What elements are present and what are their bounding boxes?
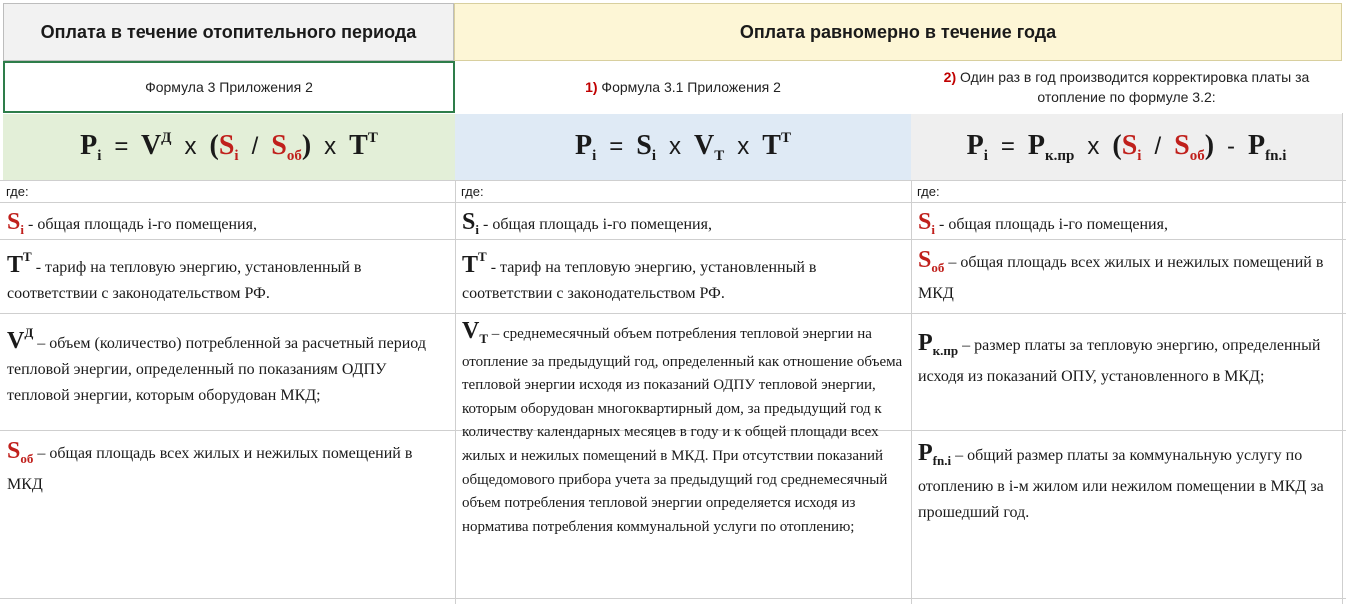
ref-mid-label: Формула 3.1 Приложения 2 bbox=[601, 79, 781, 95]
header-right-title: Оплата равномерно в течение года bbox=[739, 21, 1057, 42]
ref-mid-number: 1) bbox=[585, 79, 598, 95]
row-divider bbox=[0, 202, 1346, 203]
ref-right-cell[interactable] bbox=[911, 61, 1342, 113]
right-si-definition: $S_i$ - общая площадь i-го помещения, bbox=[918, 209, 1168, 237]
formula-right-cell[interactable] bbox=[911, 114, 1342, 180]
right-pfni-definition: $P_{fn.i}$ – общий размер платы за коммунальную услугу по отоплению в i-м жилом или нежилом помещении в МКД за прошедший год. bbox=[918, 440, 1324, 521]
formula-left-cell[interactable] bbox=[3, 114, 455, 180]
ref-right-text bbox=[917, 67, 1336, 107]
row-divider bbox=[0, 598, 1346, 599]
symbol-tt: $T^Т$ bbox=[462, 249, 487, 278]
column-divider bbox=[911, 180, 912, 604]
symbol-sob: $S_{об}$ bbox=[918, 247, 945, 275]
ref-mid-text bbox=[585, 77, 781, 97]
symbol-si: $S_i$ bbox=[918, 209, 935, 237]
mid-vt-definition: $V_T$ – среднемесячный объем потребления тепловой энергии на отопление за предыдущий год, определенный как отношение объема тепловой энергии исходя из показаний ОДПУ тепловой энергии, которым оборудован многоквартирный дом, за предыдущий год к количеству календарных месяцев в году и к общей площади всех жилых и нежилых помещений в МКД. При отсутствии показаний общедомового прибора учета за предыдущий год среднемесячный объем потребления тепловой энергии определяется исходя из норматива потребления коммунальной услуги по отоплению; bbox=[462, 318, 903, 535]
where-label-left: где: bbox=[6, 184, 29, 199]
symbol-pkpr: $P_{к.пр}$ bbox=[918, 330, 959, 358]
ref-mid-cell[interactable] bbox=[455, 61, 911, 113]
header-right-cell[interactable] bbox=[454, 3, 1342, 61]
column-divider bbox=[1342, 113, 1343, 604]
ref-left-cell[interactable] bbox=[3, 61, 455, 113]
symbol-tt: $T^Т$ bbox=[7, 249, 32, 278]
mid-tt-definition: $T^Т$ - тариф на тепловую энергию, установленный в соответствии с законодательством РФ. bbox=[462, 249, 817, 302]
formula-left: $P_i = V^Д$ х $(S_i / S_{об})$ х $T^Т$ bbox=[80, 129, 378, 164]
symbol-vd: $V^Д$ bbox=[7, 325, 34, 354]
symbol-pfni: $P_{fn.i}$ bbox=[918, 440, 952, 468]
right-pkpr-definition: $P_{к.пр}$ – размер платы за тепловую энергию, определенный исходя из показаний ОПУ, установленного в МКД; bbox=[918, 330, 1321, 385]
mid-si-definition: $S_i$ - общая площадь i-го помещения, bbox=[462, 209, 712, 237]
right-sob-definition: $S_{об}$ – общая площадь всех жилых и нежилых помещений в МКД bbox=[918, 247, 1324, 302]
header-left-cell[interactable] bbox=[3, 3, 454, 61]
symbol-si: $S_i$ bbox=[7, 209, 24, 237]
ref-right-number: 2) bbox=[943, 69, 957, 85]
formula-mid-cell[interactable] bbox=[455, 114, 911, 180]
formula-mid: $P_i = S_i$ х $V_T$ х $T^Т$ bbox=[575, 129, 791, 164]
ref-left-text: Формула 3 Приложения 2 bbox=[145, 79, 313, 95]
left-si-definition: $S_i$ - общая площадь i-го помещения, bbox=[7, 209, 257, 237]
symbol-sob: $S_{об}$ bbox=[7, 438, 34, 466]
row-divider bbox=[0, 313, 1346, 314]
header-left-title: Оплата в течение отопительного периода bbox=[40, 21, 417, 42]
symbol-vt: $V_T$ bbox=[462, 318, 489, 346]
left-tt-definition: $T^Т$ - тариф на тепловую энергию, установленный в соответствии с законодательством РФ. bbox=[7, 249, 362, 302]
where-label-right: где: bbox=[917, 184, 940, 199]
symbol-si: $S_i$ bbox=[462, 209, 479, 237]
left-vd-definition: $V^Д$ – объем (количество) потребленной за расчетный период тепловой энергии, определенный по показаниям ОДПУ тепловой энергии, которым оборудован МКД; bbox=[7, 325, 426, 404]
left-sob-definition: $S_{об}$ – общая площадь всех жилых и нежилых помещений в МКД bbox=[7, 438, 413, 493]
row-divider bbox=[0, 180, 1346, 181]
ref-right-label: Один раз в год производится корректировка платы за отопление по формуле 3.2: bbox=[960, 69, 1310, 105]
where-label-mid: где: bbox=[461, 184, 484, 199]
formula-right: $P_i = P_{к.пр}$ х $(S_i / S_{об}) - P_{fn.i}$ bbox=[966, 129, 1287, 164]
